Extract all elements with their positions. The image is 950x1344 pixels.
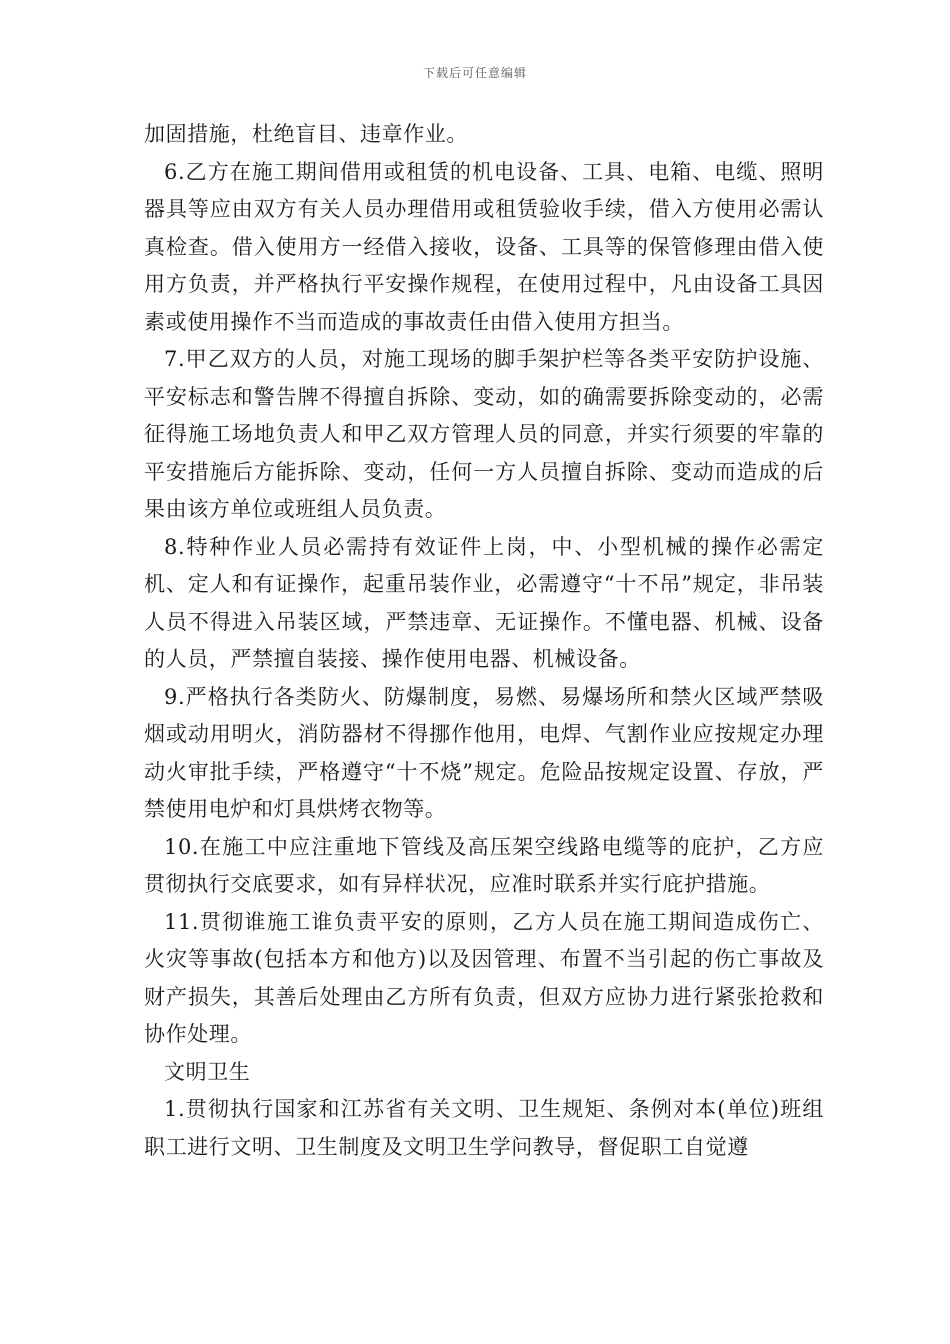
paragraph-hygiene-item-1: 1.贯彻执行国家和江苏省有关文明、卫生规矩、条例对本(单位)班组职工进行文明、卫生制度及文明卫生学问教导，督促职工自觉遵	[144, 1097, 824, 1159]
paragraph-item-10: 10.在施工中应注重地下管线及高压架空线路电缆等的庇护，乙方应贯彻执行交底要求，如有异样状况，应准时联系并实行庇护措施。	[144, 834, 824, 896]
paragraph-continuation: 加固措施，杜绝盲目、违章作业。	[144, 122, 468, 146]
header-note: 下载后可任意编辑	[422, 66, 527, 80]
document-body	[144, 116, 824, 1166]
paragraph-item-9: 9.严格执行各类防火、防爆制度，易燃、易爆场所和禁火区域严禁吸烟或动用明火，消防器材不得挪作他用，电焊、气割作业应按规定办理动火审批手续，严格遵守“十不烧”规定。危险品按规定设置、存放，严禁使用电炉和灯具烘烤衣物等。	[144, 684, 824, 821]
paragraph-item-7: 7.甲乙双方的人员，对施工现场的脚手架护栏等各类平安防护设施、平安标志和警告牌不得擅自拆除、变动，如的确需要拆除变动的，必需征得施工场地负责人和甲乙双方管理人员的同意，并实行须要的牢靠的平安措施后方能拆除、变动，任何一方人员擅自拆除、变动而造成的后果由该方单位或班组人员负责。	[144, 347, 824, 521]
section-heading-civilization-hygiene: 文明卫生	[164, 1059, 251, 1084]
paragraph-item-8: 8.特种作业人员必需持有效证件上岗，中、小型机械的操作必需定机、定人和有证操作，起重吊装作业，必需遵守“十不吊”规定，非吊装人员不得进入吊装区域，严禁违章、无证操作。不懂电器、机械、设备的人员，严禁擅自装接、操作使用电器、机械设备。	[144, 534, 824, 671]
paragraph-item-6: 6.乙方在施工期间借用或租赁的机电设备、工具、电箱、电缆、照明器具等应由双方有关人员办理借用或租赁验收手续，借入方使用必需认真检查。借入使用方一经借入接收，设备、工具等的保管修理由借入使用方负责，并严格执行平安操作规程，在使用过程中，凡由设备工具因素或使用操作不当而造成的事故责任由借入使用方担当。	[144, 159, 824, 334]
paragraph-item-11: 11.贯彻谁施工谁负责平安的原则，乙方人员在施工期间造成伤亡、火灾等事故(包括本方和他方)以及因管理、布置不当引起的伤亡事故及财产损失，其善后处理由乙方所有负责，但双方应协力进行紧张抢救和协作处理。	[144, 909, 824, 1046]
